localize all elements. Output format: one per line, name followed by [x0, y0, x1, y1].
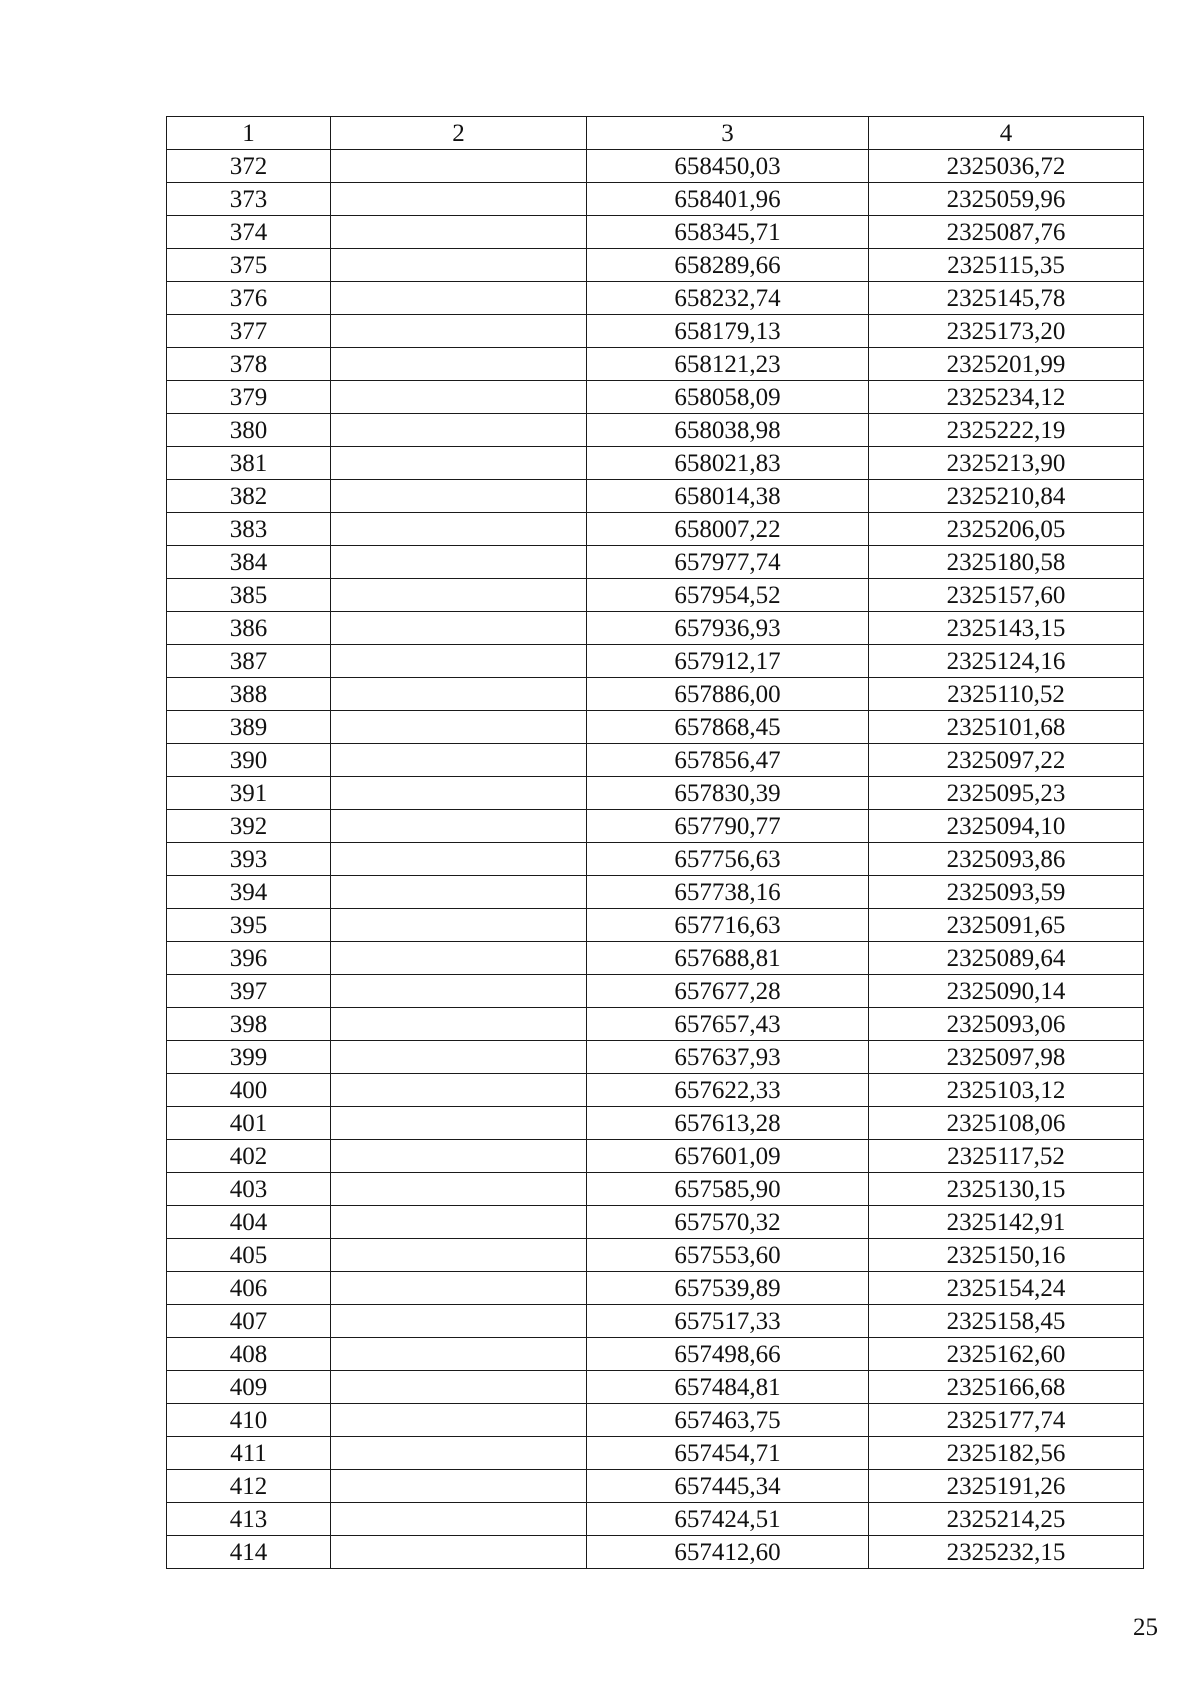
y-coordinate-cell: 2325036,72 [869, 150, 1144, 183]
point-number-cell: 398 [167, 1008, 331, 1041]
x-coordinate-cell: 657498,66 [587, 1338, 869, 1371]
x-coordinate-cell: 657613,28 [587, 1107, 869, 1140]
point-number-cell: 380 [167, 414, 331, 447]
y-coordinate-cell: 2325087,76 [869, 216, 1144, 249]
empty-cell [331, 579, 587, 612]
y-coordinate-cell: 2325206,05 [869, 513, 1144, 546]
x-coordinate-cell: 658007,22 [587, 513, 869, 546]
x-coordinate-cell: 657716,63 [587, 909, 869, 942]
empty-cell [331, 513, 587, 546]
point-number-cell: 403 [167, 1173, 331, 1206]
x-coordinate-cell: 657657,43 [587, 1008, 869, 1041]
empty-cell [331, 282, 587, 315]
y-coordinate-cell: 2325162,60 [869, 1338, 1144, 1371]
table-row [167, 1008, 1144, 1041]
x-coordinate-cell: 657484,81 [587, 1371, 869, 1404]
x-coordinate-cell: 657868,45 [587, 711, 869, 744]
table-row [167, 1371, 1144, 1404]
y-coordinate-cell: 2325158,45 [869, 1305, 1144, 1338]
y-coordinate-cell: 2325166,68 [869, 1371, 1144, 1404]
table-row [167, 381, 1144, 414]
x-coordinate-cell: 658014,38 [587, 480, 869, 513]
point-number-cell: 413 [167, 1503, 331, 1536]
column-header-1: 1 [167, 117, 331, 150]
table-row [167, 810, 1144, 843]
table-body [167, 150, 1144, 1569]
point-number-cell: 401 [167, 1107, 331, 1140]
x-coordinate-cell: 657756,63 [587, 843, 869, 876]
empty-cell [331, 1371, 587, 1404]
table-row [167, 1239, 1144, 1272]
point-number-cell: 384 [167, 546, 331, 579]
point-number-cell: 408 [167, 1338, 331, 1371]
point-number-cell: 404 [167, 1206, 331, 1239]
empty-cell [331, 744, 587, 777]
point-number-cell: 407 [167, 1305, 331, 1338]
y-coordinate-cell: 2325130,15 [869, 1173, 1144, 1206]
empty-cell [331, 1536, 587, 1569]
table-row [167, 909, 1144, 942]
point-number-cell: 399 [167, 1041, 331, 1074]
x-coordinate-cell: 657424,51 [587, 1503, 869, 1536]
point-number-cell: 378 [167, 348, 331, 381]
x-coordinate-cell: 658401,96 [587, 183, 869, 216]
y-coordinate-cell: 2325173,20 [869, 315, 1144, 348]
table-row [167, 711, 1144, 744]
point-number-cell: 395 [167, 909, 331, 942]
point-number-cell: 382 [167, 480, 331, 513]
x-coordinate-cell: 657677,28 [587, 975, 869, 1008]
y-coordinate-cell: 2325093,86 [869, 843, 1144, 876]
table-row [167, 150, 1144, 183]
table-row [167, 513, 1144, 546]
x-coordinate-cell: 657539,89 [587, 1272, 869, 1305]
empty-cell [331, 150, 587, 183]
point-number-cell: 376 [167, 282, 331, 315]
empty-cell [331, 678, 587, 711]
x-coordinate-cell: 657463,75 [587, 1404, 869, 1437]
table-row [167, 1503, 1144, 1536]
point-number-cell: 374 [167, 216, 331, 249]
empty-cell [331, 348, 587, 381]
point-number-cell: 393 [167, 843, 331, 876]
header-row [167, 117, 1144, 150]
empty-cell [331, 777, 587, 810]
y-coordinate-cell: 2325150,16 [869, 1239, 1144, 1272]
point-number-cell: 410 [167, 1404, 331, 1437]
x-coordinate-cell: 658021,83 [587, 447, 869, 480]
point-number-cell: 381 [167, 447, 331, 480]
y-coordinate-cell: 2325124,16 [869, 645, 1144, 678]
table-row [167, 546, 1144, 579]
table-row [167, 975, 1144, 1008]
empty-cell [331, 1470, 587, 1503]
x-coordinate-cell: 657553,60 [587, 1239, 869, 1272]
point-number-cell: 406 [167, 1272, 331, 1305]
point-number-cell: 397 [167, 975, 331, 1008]
y-coordinate-cell: 2325180,58 [869, 546, 1144, 579]
point-number-cell: 373 [167, 183, 331, 216]
y-coordinate-cell: 2325094,10 [869, 810, 1144, 843]
y-coordinate-cell: 2325093,59 [869, 876, 1144, 909]
y-coordinate-cell: 2325222,19 [869, 414, 1144, 447]
point-number-cell: 409 [167, 1371, 331, 1404]
table-row [167, 843, 1144, 876]
x-coordinate-cell: 657454,71 [587, 1437, 869, 1470]
x-coordinate-cell: 658345,71 [587, 216, 869, 249]
x-coordinate-cell: 657637,93 [587, 1041, 869, 1074]
table-row [167, 942, 1144, 975]
x-coordinate-cell: 657790,77 [587, 810, 869, 843]
empty-cell [331, 1173, 587, 1206]
empty-cell [331, 1338, 587, 1371]
empty-cell [331, 1239, 587, 1272]
table-row [167, 1041, 1144, 1074]
empty-cell [331, 843, 587, 876]
table-row [167, 1338, 1144, 1371]
x-coordinate-cell: 657856,47 [587, 744, 869, 777]
point-number-cell: 396 [167, 942, 331, 975]
table-row [167, 1074, 1144, 1107]
x-coordinate-cell: 657954,52 [587, 579, 869, 612]
point-number-cell: 394 [167, 876, 331, 909]
table-row [167, 315, 1144, 348]
point-number-cell: 400 [167, 1074, 331, 1107]
point-number-cell: 383 [167, 513, 331, 546]
y-coordinate-cell: 2325093,06 [869, 1008, 1144, 1041]
point-number-cell: 386 [167, 612, 331, 645]
y-coordinate-cell: 2325232,15 [869, 1536, 1144, 1569]
page-number: 25 [1133, 1614, 1158, 1641]
point-number-cell: 389 [167, 711, 331, 744]
x-coordinate-cell: 658179,13 [587, 315, 869, 348]
empty-cell [331, 942, 587, 975]
y-coordinate-cell: 2325213,90 [869, 447, 1144, 480]
point-number-cell: 412 [167, 1470, 331, 1503]
table-row [167, 876, 1144, 909]
y-coordinate-cell: 2325097,22 [869, 744, 1144, 777]
y-coordinate-cell: 2325145,78 [869, 282, 1144, 315]
column-header-2: 2 [331, 117, 587, 150]
x-coordinate-cell: 657517,33 [587, 1305, 869, 1338]
point-number-cell: 391 [167, 777, 331, 810]
y-coordinate-cell: 2325097,98 [869, 1041, 1144, 1074]
y-coordinate-cell: 2325101,68 [869, 711, 1144, 744]
empty-cell [331, 1272, 587, 1305]
x-coordinate-cell: 657445,34 [587, 1470, 869, 1503]
empty-cell [331, 1140, 587, 1173]
empty-cell [331, 1437, 587, 1470]
empty-cell [331, 975, 587, 1008]
point-number-cell: 377 [167, 315, 331, 348]
y-coordinate-cell: 2325210,84 [869, 480, 1144, 513]
x-coordinate-cell: 657738,16 [587, 876, 869, 909]
point-number-cell: 405 [167, 1239, 331, 1272]
empty-cell [331, 216, 587, 249]
y-coordinate-cell: 2325115,35 [869, 249, 1144, 282]
x-coordinate-cell: 658289,66 [587, 249, 869, 282]
table-row [167, 1404, 1144, 1437]
y-coordinate-cell: 2325154,24 [869, 1272, 1144, 1305]
table-header [167, 117, 1144, 150]
empty-cell [331, 1074, 587, 1107]
empty-cell [331, 612, 587, 645]
table-row [167, 1536, 1144, 1569]
empty-cell [331, 381, 587, 414]
point-number-cell: 379 [167, 381, 331, 414]
point-number-cell: 390 [167, 744, 331, 777]
point-number-cell: 402 [167, 1140, 331, 1173]
x-coordinate-cell: 657936,93 [587, 612, 869, 645]
empty-cell [331, 249, 587, 282]
point-number-cell: 414 [167, 1536, 331, 1569]
empty-cell [331, 546, 587, 579]
table-row [167, 777, 1144, 810]
x-coordinate-cell: 658121,23 [587, 348, 869, 381]
y-coordinate-cell: 2325157,60 [869, 579, 1144, 612]
table-row [167, 1437, 1144, 1470]
x-coordinate-cell: 658450,03 [587, 150, 869, 183]
table-row [167, 579, 1144, 612]
empty-cell [331, 480, 587, 513]
table-row [167, 447, 1144, 480]
empty-cell [331, 1305, 587, 1338]
y-coordinate-cell: 2325214,25 [869, 1503, 1144, 1536]
table-row [167, 1272, 1144, 1305]
table-row [167, 348, 1144, 381]
x-coordinate-cell: 657412,60 [587, 1536, 869, 1569]
y-coordinate-cell: 2325108,06 [869, 1107, 1144, 1140]
y-coordinate-cell: 2325089,64 [869, 942, 1144, 975]
y-coordinate-cell: 2325143,15 [869, 612, 1144, 645]
empty-cell [331, 183, 587, 216]
table-row [167, 645, 1144, 678]
y-coordinate-cell: 2325059,96 [869, 183, 1144, 216]
table-row [167, 1107, 1144, 1140]
table-row [167, 1206, 1144, 1239]
table-row [167, 414, 1144, 447]
y-coordinate-cell: 2325103,12 [869, 1074, 1144, 1107]
point-number-cell: 411 [167, 1437, 331, 1470]
empty-cell [331, 1041, 587, 1074]
point-number-cell: 385 [167, 579, 331, 612]
x-coordinate-cell: 658038,98 [587, 414, 869, 447]
empty-cell [331, 1008, 587, 1041]
empty-cell [331, 810, 587, 843]
empty-cell [331, 876, 587, 909]
x-coordinate-cell: 658232,74 [587, 282, 869, 315]
table-row [167, 1173, 1144, 1206]
y-coordinate-cell: 2325177,74 [869, 1404, 1144, 1437]
table-row [167, 612, 1144, 645]
point-number-cell: 375 [167, 249, 331, 282]
table-row [167, 282, 1144, 315]
y-coordinate-cell: 2325090,14 [869, 975, 1144, 1008]
empty-cell [331, 1503, 587, 1536]
table-row [167, 1305, 1144, 1338]
y-coordinate-cell: 2325142,91 [869, 1206, 1144, 1239]
x-coordinate-cell: 658058,09 [587, 381, 869, 414]
y-coordinate-cell: 2325095,23 [869, 777, 1144, 810]
x-coordinate-cell: 657622,33 [587, 1074, 869, 1107]
x-coordinate-cell: 657585,90 [587, 1173, 869, 1206]
point-number-cell: 372 [167, 150, 331, 183]
table-row [167, 480, 1144, 513]
column-header-3: 3 [587, 117, 869, 150]
x-coordinate-cell: 657830,39 [587, 777, 869, 810]
x-coordinate-cell: 657688,81 [587, 942, 869, 975]
table-row [167, 249, 1144, 282]
empty-cell [331, 1107, 587, 1140]
y-coordinate-cell: 2325201,99 [869, 348, 1144, 381]
y-coordinate-cell: 2325110,52 [869, 678, 1144, 711]
table-row [167, 678, 1144, 711]
empty-cell [331, 909, 587, 942]
x-coordinate-cell: 657912,17 [587, 645, 869, 678]
y-coordinate-cell: 2325182,56 [869, 1437, 1144, 1470]
empty-cell [331, 1404, 587, 1437]
x-coordinate-cell: 657570,32 [587, 1206, 869, 1239]
y-coordinate-cell: 2325091,65 [869, 909, 1144, 942]
table-row [167, 1470, 1144, 1503]
table-row [167, 744, 1144, 777]
x-coordinate-cell: 657886,00 [587, 678, 869, 711]
x-coordinate-cell: 657977,74 [587, 546, 869, 579]
empty-cell [331, 711, 587, 744]
y-coordinate-cell: 2325234,12 [869, 381, 1144, 414]
coordinates-table [166, 116, 1144, 1569]
table-row [167, 216, 1144, 249]
empty-cell [331, 645, 587, 678]
empty-cell [331, 315, 587, 348]
empty-cell [331, 414, 587, 447]
y-coordinate-cell: 2325191,26 [869, 1470, 1144, 1503]
table-row [167, 1140, 1144, 1173]
point-number-cell: 388 [167, 678, 331, 711]
column-header-4: 4 [869, 117, 1144, 150]
empty-cell [331, 1206, 587, 1239]
y-coordinate-cell: 2325117,52 [869, 1140, 1144, 1173]
table-row [167, 183, 1144, 216]
x-coordinate-cell: 657601,09 [587, 1140, 869, 1173]
point-number-cell: 392 [167, 810, 331, 843]
empty-cell [331, 447, 587, 480]
point-number-cell: 387 [167, 645, 331, 678]
